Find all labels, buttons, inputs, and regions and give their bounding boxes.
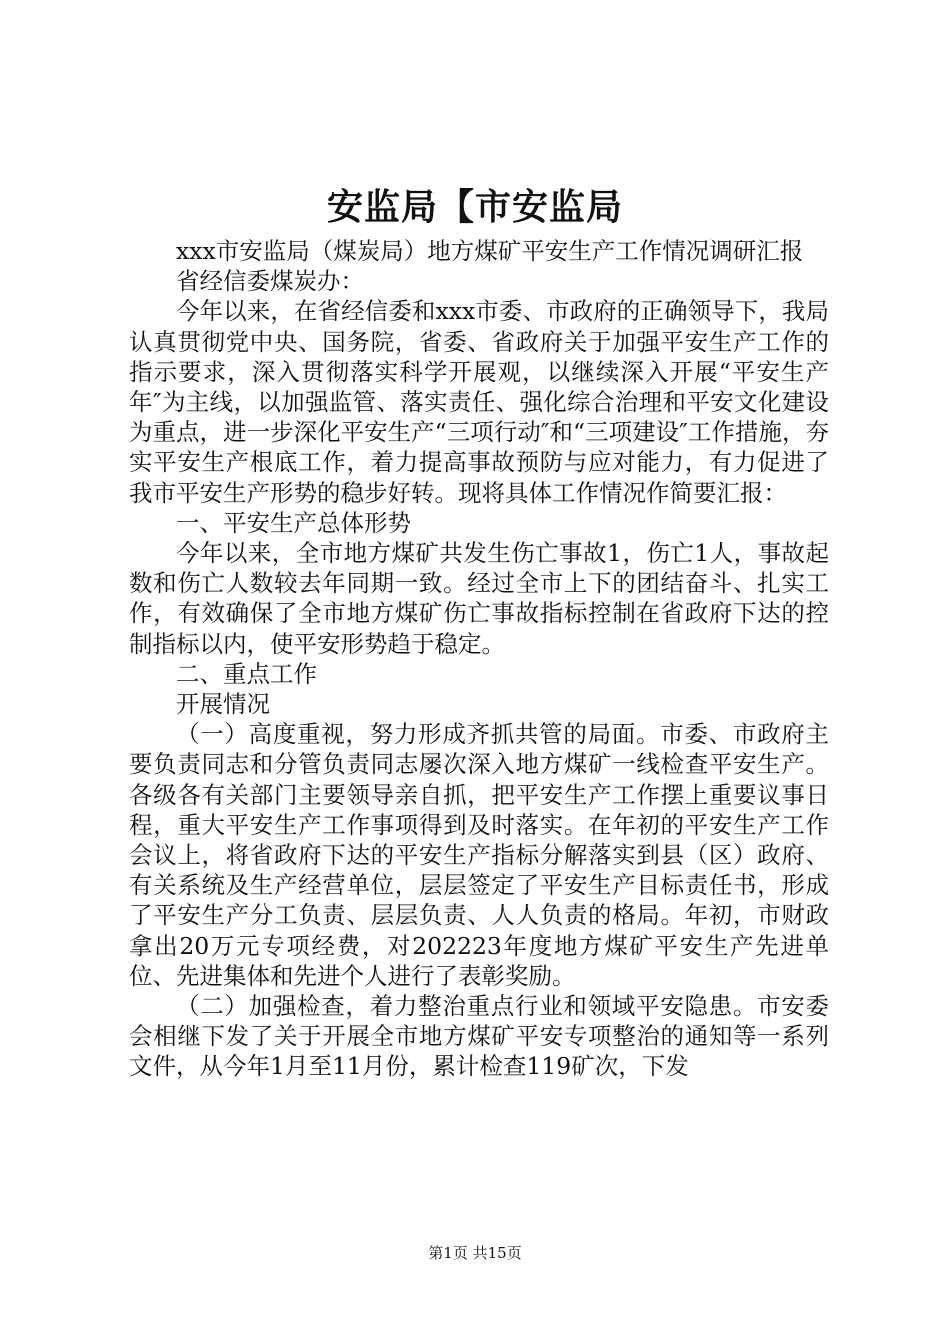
work-item-1-paragraph: （一）高度重视，努力形成齐抓共管的局面。市委、市政府主要负责同志和分管负责同志屡次深入地方煤矿一线检查平安生产。各级各有关部门主要领导亲自抓，把平安生产工作摆上重要议事日程，重大平安生产工作事项得到及时落实。在年初的平安生产工作会议上，将省政府下达的平安生产指标分解落实到县（区）政府、有关系统及生产经营单位，层层签定了平安生产目标责任书，形成了平安生产分工负责、层层负责、人人负责的格局。年初，市财政拿出20万元专项经费，对202223年度地方煤矿平安生产先进单位、先进集体和先进个人进行了表彰奖励。 [129, 720, 829, 990]
section-subheading: 开展情况 [176, 690, 270, 719]
situation-paragraph: 今年以来，全市地方煤矿共发生伤亡事故1，伤亡1人，事故起数和伤亡人数较去年同期一致。经过全市上下的团结奋斗、扎实工作，有效确保了全市地方煤矿伤亡事故指标控制在省政府下达的控制指标以内，使平安形势趋于稳定。 [129, 539, 829, 658]
report-heading-paragraph: xxx市安监局（煤炭局）地方煤矿平安生产工作情况调研汇报 [176, 237, 804, 265]
section-heading-1: 一、平安生产总体形势 [176, 508, 411, 537]
document-title: 安监局【市安监局 [326, 186, 623, 228]
work-item-2-paragraph: （二）加强检查，着力整治重点行业和领域平安隐患。市安委会相继下发了关于开展全市地方煤矿平安专项整治的通知等一系列文件，从今年1月至11月份，累计检查119矿次，下发 [129, 992, 829, 1081]
page-number-footer: 第1页 共15页 [428, 1244, 522, 1262]
intro-paragraph: 今年以来，在省经信委和xxx市委、市政府的正确领导下，我局认真贯彻党中央、国务院，省委、省政府关于加强平安生产工作的指示要求，深入贯彻落实科学开展观，以继续深入开展“平安生产年″为主线，以加强监管、落实责任、强化综合治理和平安文化建设为重点，进一步深化平安生产“三项行动″和“三项建设″工作措施，夯实平安生产根底工作，着力提高事故预防与应对能力，有力促进了我市平安生产形势的稳步好转。现将具体工作情况作简要汇报： [129, 297, 829, 507]
section-heading-2: 二、重点工作 [176, 659, 317, 688]
document-body [129, 236, 829, 1082]
salutation-paragraph: 省经信委煤炭办： [176, 267, 364, 296]
